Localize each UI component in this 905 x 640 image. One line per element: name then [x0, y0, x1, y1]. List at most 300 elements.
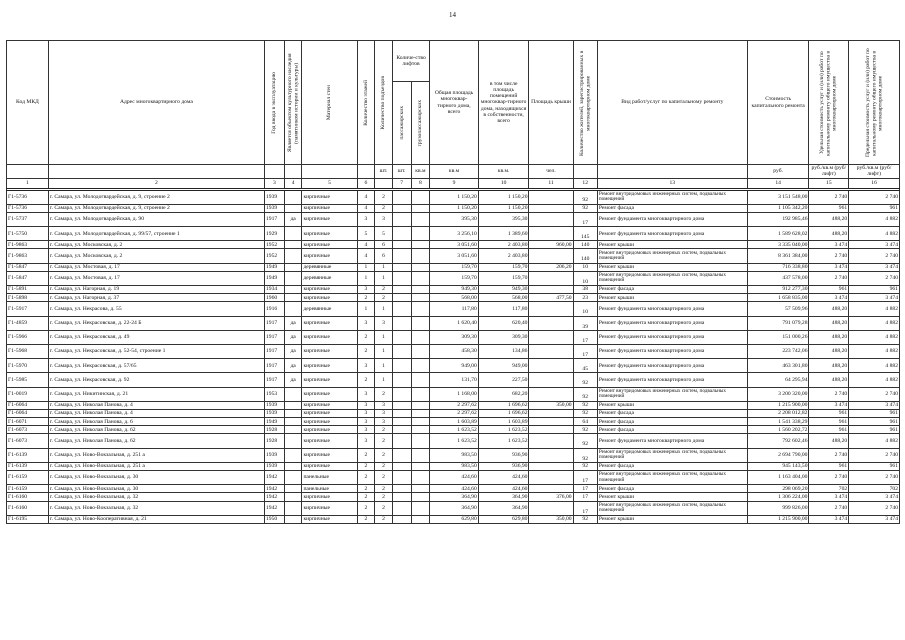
- cell-year: 1917: [264, 330, 284, 344]
- cell-owned-area: 424,60: [478, 471, 529, 485]
- cell-address: г. Самара, ул. Ново-Вокзальная, д. 32: [48, 501, 264, 515]
- cell-address: г. Самара, ул. Ново-Вокзальная, д. 30: [48, 471, 264, 485]
- cell-code: Г1-4859: [7, 316, 49, 330]
- cell-code: Г1-6064: [7, 401, 49, 409]
- cell-address: г. Самара, ул. Молодогвардейская, д. 9, строение 2: [48, 204, 264, 212]
- cell-floors: 2: [357, 373, 375, 387]
- cell-owned-area: 1 150,20: [478, 204, 529, 212]
- cell-passenger-lifts: [392, 263, 411, 271]
- cell-cost: 3 200 320,00: [747, 387, 809, 401]
- cell-roof-area: [529, 330, 573, 344]
- cell-cargo-lifts: [411, 471, 430, 485]
- cell-cargo-lifts: [411, 434, 430, 448]
- unit-cell: шт.: [375, 165, 393, 179]
- cell-residents: 17: [573, 501, 597, 515]
- column-number-row: 1 2 3 4 5 6 7 8 9 10 11 12 13 14 15 16: [7, 178, 900, 190]
- cell-cargo-lifts: [411, 409, 430, 417]
- table-row: [7, 302, 900, 316]
- cell-wall: панельные: [302, 485, 357, 493]
- cell-year: 1934: [264, 286, 284, 294]
- cell-roof-area: [529, 316, 573, 330]
- cell-unit-cost: 961: [809, 204, 849, 212]
- cell-limit-cost: 961: [849, 286, 900, 294]
- table-row: [7, 227, 900, 241]
- table-row: [7, 204, 900, 212]
- cell-roof-area: [529, 434, 573, 448]
- cell-heritage: [284, 249, 302, 263]
- header-address: Адрес многоквартирного дома: [48, 41, 264, 165]
- cell-heritage: да: [284, 373, 302, 387]
- cell-wall: деревянные: [302, 271, 357, 285]
- cell-floors: 3: [357, 426, 375, 434]
- cell-total-area: 159,70: [430, 263, 479, 271]
- cell-address: г. Самара, ул. Некрасовская, д. 22-24 Б: [48, 316, 264, 330]
- page-number: 14: [449, 11, 456, 19]
- cell-cost: 792 602,46: [747, 434, 809, 448]
- table-row: [7, 409, 900, 417]
- cell-work-type: Ремонт внутридомовых инженерных систем, подвальных помещений: [597, 448, 747, 462]
- header-roof-area: Площадь крыши: [529, 41, 573, 165]
- cell-residents: 92: [573, 448, 597, 462]
- cell-passenger-lifts: [392, 330, 411, 344]
- cell-code: Г1-6160: [7, 493, 49, 501]
- cell-total-area: 117,80: [430, 302, 479, 316]
- cell-code: Г1-6064: [7, 409, 49, 417]
- cell-cargo-lifts: [411, 294, 430, 302]
- cell-total-area: 568,00: [430, 294, 479, 302]
- cell-cost: 463 301,80: [747, 359, 809, 373]
- cell-heritage: [284, 387, 302, 401]
- cell-limit-cost: 3 474: [849, 241, 900, 249]
- cell-year: 1917: [264, 316, 284, 330]
- cell-entrances: 2: [375, 471, 393, 485]
- cell-work-type: Ремонт фундамента многоквартирного дома: [597, 434, 747, 448]
- cell-total-area: 3 051,60: [430, 241, 479, 249]
- cell-floors: 3: [357, 212, 375, 226]
- cell-cost: 437 578,00: [747, 271, 809, 285]
- cell-floors: 1: [357, 263, 375, 271]
- cell-address: г. Самара, ул. Некрасова, д. 55: [48, 302, 264, 316]
- cell-owned-area: 1 696,62: [478, 409, 529, 417]
- cell-limit-cost: 2 740: [849, 448, 900, 462]
- cell-wall: кирпичные: [302, 249, 357, 263]
- cell-address: г. Самара, ул. Николая Панова, д. 6: [48, 418, 264, 426]
- cell-work-type: Ремонт фундамента многоквартирного дома: [597, 330, 747, 344]
- cell-work-type: Ремонт фундамента многоквартирного дома: [597, 373, 747, 387]
- cell-cost: 192 985,46: [747, 212, 809, 226]
- header-code: Код МКД: [7, 41, 49, 165]
- cell-cargo-lifts: [411, 448, 430, 462]
- cell-unit-cost: 3 474: [809, 493, 849, 501]
- cell-limit-cost: 2 740: [849, 190, 900, 204]
- cell-passenger-lifts: [392, 471, 411, 485]
- cell-address: г. Самара, ул. Мостовая, д. 17: [48, 271, 264, 285]
- cell-work-type: Ремонт крыши: [597, 263, 747, 271]
- cell-residents: 92: [573, 434, 597, 448]
- cell-unit-cost: 3 474: [809, 263, 849, 271]
- cell-owned-area: 936,90: [478, 448, 529, 462]
- cell-address: г. Самара, ул. Молодогвардейская, д. 9, строение 2: [48, 190, 264, 204]
- cell-residents: 92: [573, 515, 597, 523]
- cell-total-area: 364,90: [430, 501, 479, 515]
- cell-total-area: 1 620,40: [430, 316, 479, 330]
- cell-limit-cost: 3 474: [849, 515, 900, 523]
- cell-owned-area: 1 389,60: [478, 227, 529, 241]
- cell-unit-cost: 961: [809, 426, 849, 434]
- cell-owned-area: 1 623,52: [478, 434, 529, 448]
- cell-total-area: 309,30: [430, 330, 479, 344]
- cell-roof-area: [529, 249, 573, 263]
- cell-entrances: 2: [375, 387, 393, 401]
- cell-owned-area: 364,90: [478, 501, 529, 515]
- cell-limit-cost: 2 740: [849, 471, 900, 485]
- cell-entrances: 1: [375, 263, 393, 271]
- cell-cargo-lifts: [411, 227, 430, 241]
- cell-cost: 1 105 342,20: [747, 204, 809, 212]
- cell-heritage: [284, 501, 302, 515]
- cell-cost: 223 742,06: [747, 344, 809, 358]
- cell-owned-area: 1 603,89: [478, 418, 529, 426]
- unit-cell: кв.м.: [478, 165, 529, 179]
- header-cargo-lifts: грузопассажирских: [417, 99, 424, 147]
- cell-entrances: 3: [375, 401, 393, 409]
- cell-wall: кирпичные: [302, 418, 357, 426]
- cell-work-type: Ремонт фундамента многоквартирного дома: [597, 227, 747, 241]
- cell-work-type: Ремонт внутридомовых инженерных систем, подвальных помещений: [597, 471, 747, 485]
- cell-address: г. Самара, ул. Никитинская, д. 21: [48, 387, 264, 401]
- cell-cost: 999 826,00: [747, 501, 809, 515]
- cell-floors: 5: [357, 227, 375, 241]
- cell-residents: 92: [573, 373, 597, 387]
- cell-floors: 3: [357, 434, 375, 448]
- cell-entrances: 1: [375, 330, 393, 344]
- cell-cargo-lifts: [411, 286, 430, 294]
- cell-entrances: 3: [375, 316, 393, 330]
- cell-roof-area: [529, 418, 573, 426]
- cell-heritage: [284, 271, 302, 285]
- cell-floors: 3: [357, 359, 375, 373]
- cell-passenger-lifts: [392, 212, 411, 226]
- cell-work-type: Ремонт крыши: [597, 294, 747, 302]
- cell-total-area: 949,00: [430, 359, 479, 373]
- cell-unit-cost: 488,20: [809, 227, 849, 241]
- cell-work-type: Ремонт фасада: [597, 409, 747, 417]
- cell-total-area: 3 256,10: [430, 227, 479, 241]
- cell-unit-cost: 3 474: [809, 515, 849, 523]
- table-row: [7, 462, 900, 470]
- cell-floors: 4: [357, 249, 375, 263]
- cell-passenger-lifts: [392, 493, 411, 501]
- cell-cargo-lifts: [411, 212, 430, 226]
- cell-code: Г1-5736: [7, 190, 49, 204]
- cell-year: 1949: [264, 418, 284, 426]
- cell-code: Г1-5917: [7, 302, 49, 316]
- cell-roof-area: [529, 190, 573, 204]
- cell-total-area: 424,60: [430, 485, 479, 493]
- unit-cell: руб./кв.м (руб/лифт): [849, 165, 900, 179]
- cell-wall: кирпичные: [302, 448, 357, 462]
- header-heritage: Является объектом культурного наследия (памятником истории и культуры): [286, 53, 300, 152]
- cell-cargo-lifts: [411, 263, 430, 271]
- cell-floors: 2: [357, 471, 375, 485]
- cell-roof-area: [529, 387, 573, 401]
- table-body: [7, 190, 900, 523]
- cell-heritage: да: [284, 344, 302, 358]
- cell-unit-cost: 488,20: [809, 330, 849, 344]
- cell-limit-cost: 2 740: [849, 271, 900, 285]
- table-row: [7, 373, 900, 387]
- cell-code: Г1-0019: [7, 387, 49, 401]
- table-row: [7, 316, 900, 330]
- cell-floors: 2: [357, 330, 375, 344]
- cell-cargo-lifts: [411, 359, 430, 373]
- cell-cost: 64 295,94: [747, 373, 809, 387]
- cell-unit-cost: 2 740: [809, 271, 849, 285]
- table-row: [7, 485, 900, 493]
- cell-heritage: да: [284, 212, 302, 226]
- cell-limit-cost: 4 882: [849, 330, 900, 344]
- cell-wall: кирпичные: [302, 316, 357, 330]
- cell-floors: 3: [357, 286, 375, 294]
- cell-owned-area: 682,20: [478, 387, 529, 401]
- cell-address: г. Самара, ул. Николая Панова, д. 62: [48, 434, 264, 448]
- cell-heritage: [284, 434, 302, 448]
- cell-total-area: 1 623,52: [430, 434, 479, 448]
- cell-owned-area: 568,00: [478, 294, 529, 302]
- cell-work-type: Ремонт крыши: [597, 515, 747, 523]
- cell-work-type: Ремонт крыши: [597, 241, 747, 249]
- cell-heritage: да: [284, 359, 302, 373]
- cell-heritage: [284, 409, 302, 417]
- cell-residents: 45: [573, 359, 597, 373]
- cell-cargo-lifts: [411, 515, 430, 523]
- cell-passenger-lifts: [392, 190, 411, 204]
- table-row: [7, 190, 900, 204]
- cell-work-type: Ремонт фундамента многоквартирного дома: [597, 212, 747, 226]
- cell-wall: кирпичные: [302, 515, 357, 523]
- cell-roof-area: 960,00: [529, 241, 573, 249]
- cell-unit-cost: 488,20: [809, 212, 849, 226]
- cell-floors: 1: [357, 271, 375, 285]
- table-row: [7, 294, 900, 302]
- cell-heritage: [284, 241, 302, 249]
- cell-roof-area: [529, 448, 573, 462]
- cell-work-type: Ремонт фасада: [597, 462, 747, 470]
- cell-passenger-lifts: [392, 401, 411, 409]
- cell-heritage: [284, 263, 302, 271]
- cell-entrances: 3: [375, 418, 393, 426]
- cell-unit-cost: 488,20: [809, 316, 849, 330]
- cell-year: 1917: [264, 344, 284, 358]
- cell-passenger-lifts: [392, 271, 411, 285]
- cell-roof-area: [529, 501, 573, 515]
- cell-residents: 92: [573, 426, 597, 434]
- cell-unit-cost: 488,20: [809, 344, 849, 358]
- cell-residents: 92: [573, 387, 597, 401]
- cell-total-area: 629,80: [430, 515, 479, 523]
- cell-residents: 10: [573, 263, 597, 271]
- cell-limit-cost: 4 882: [849, 373, 900, 387]
- unit-cell: руб./кв.м (руб/лифт): [809, 165, 849, 179]
- cell-residents: 17: [573, 485, 597, 493]
- header-total-area: Общая площадь многоквар-тирного дома, всего: [430, 41, 479, 165]
- table-row: [7, 359, 900, 373]
- cell-entrances: 1: [375, 344, 393, 358]
- cell-cost: 1 215 900,00: [747, 515, 809, 523]
- cell-residents: 17: [573, 212, 597, 226]
- cell-residents: 39: [573, 316, 597, 330]
- cell-owned-area: 134,86: [478, 344, 529, 358]
- capital-repair-table: [6, 40, 900, 524]
- cell-total-area: 1 150,20: [430, 204, 479, 212]
- cell-code: Г1-5966: [7, 330, 49, 344]
- cell-work-type: Ремонт фундамента многоквартирного дома: [597, 302, 747, 316]
- units-row: [7, 165, 900, 179]
- cell-floors: 3: [357, 409, 375, 417]
- cell-entrances: 1: [375, 302, 393, 316]
- cell-wall: кирпичные: [302, 493, 357, 501]
- cell-residents: 145: [573, 227, 597, 241]
- cell-year: 1917: [264, 212, 284, 226]
- cell-passenger-lifts: [392, 434, 411, 448]
- cell-total-area: 2 297,62: [430, 401, 479, 409]
- cell-floors: 3: [357, 418, 375, 426]
- table-row: [7, 401, 900, 409]
- cell-passenger-lifts: [392, 448, 411, 462]
- cell-heritage: [284, 493, 302, 501]
- cell-passenger-lifts: [392, 294, 411, 302]
- cell-work-type: Ремонт фасада: [597, 485, 747, 493]
- cell-owned-area: 364,90: [478, 493, 529, 501]
- cell-wall: кирпичные: [302, 294, 357, 302]
- cell-roof-area: [529, 409, 573, 417]
- cell-total-area: 458,30: [430, 344, 479, 358]
- cell-wall: кирпичные: [302, 434, 357, 448]
- cell-unit-cost: 961: [809, 286, 849, 294]
- cell-address: г. Самара, ул. Нагорная, д. 19: [48, 286, 264, 294]
- cell-heritage: [284, 485, 302, 493]
- cell-year: 1939: [264, 401, 284, 409]
- cell-limit-cost: 2 740: [849, 387, 900, 401]
- cell-year: 1952: [264, 249, 284, 263]
- cell-limit-cost: 961: [849, 409, 900, 417]
- cell-cost: 1 306 224,00: [747, 493, 809, 501]
- cell-total-area: 949,30: [430, 286, 479, 294]
- cell-cost: 791 079,28: [747, 316, 809, 330]
- cell-owned-area: 2 403,80: [478, 241, 529, 249]
- cell-passenger-lifts: [392, 501, 411, 515]
- cell-entrances: 1: [375, 373, 393, 387]
- header-year: Год ввода в эксплуатацию: [271, 71, 278, 134]
- cell-address: г. Самара, ул. Некрасовская, д. 49: [48, 330, 264, 344]
- cell-cost: 716 338,80: [747, 263, 809, 271]
- cell-unit-cost: 488,20: [809, 302, 849, 316]
- cell-address: г. Самара, ул. Московская, д. 2: [48, 249, 264, 263]
- cell-passenger-lifts: [392, 515, 411, 523]
- cell-cost: 2 694 790,00: [747, 448, 809, 462]
- cell-total-area: 983,50: [430, 462, 479, 470]
- cell-passenger-lifts: [392, 344, 411, 358]
- cell-year: 1929: [264, 227, 284, 241]
- cell-limit-cost: 2 740: [849, 501, 900, 515]
- cell-total-area: 1 150,20: [430, 190, 479, 204]
- cell-roof-area: 350,00: [529, 401, 573, 409]
- cell-total-area: 364,90: [430, 493, 479, 501]
- header-wall-material: Материал стен: [326, 84, 333, 121]
- cell-address: г. Самара, ул. Николая Панова, д. 62: [48, 426, 264, 434]
- unit-cell: чел.: [529, 165, 573, 179]
- cell-address: г. Самара, ул. Некрасовская, д. 57/65: [48, 359, 264, 373]
- table-row: [7, 330, 900, 344]
- cell-unit-cost: 488,20: [809, 434, 849, 448]
- cell-passenger-lifts: [392, 485, 411, 493]
- cell-year: 1917: [264, 359, 284, 373]
- cell-cargo-lifts: [411, 426, 430, 434]
- cell-cargo-lifts: [411, 302, 430, 316]
- cell-roof-area: [529, 286, 573, 294]
- cell-wall: деревянные: [302, 263, 357, 271]
- cell-total-area: 424,60: [430, 471, 479, 485]
- cell-cost: 1 560 202,72: [747, 426, 809, 434]
- cell-owned-area: 395,30: [478, 212, 529, 226]
- cell-heritage: [284, 462, 302, 470]
- cell-cost: 8 361 384,00: [747, 249, 809, 263]
- cell-cost: 1 589 628,02: [747, 227, 809, 241]
- cell-heritage: да: [284, 316, 302, 330]
- cell-wall: кирпичные: [302, 359, 357, 373]
- cell-cargo-lifts: [411, 373, 430, 387]
- cell-residents: 23: [573, 294, 597, 302]
- cell-address: г. Самара, ул. Ново-Вокзальная, д. 32: [48, 493, 264, 501]
- cell-code: Г1-5968: [7, 344, 49, 358]
- cell-year: 1939: [264, 190, 284, 204]
- cell-code: Г1-6159: [7, 471, 49, 485]
- cell-entrances: 2: [375, 190, 393, 204]
- cell-residents: 92: [573, 190, 597, 204]
- cell-heritage: [284, 448, 302, 462]
- cell-cargo-lifts: [411, 316, 430, 330]
- cell-floors: 2: [357, 448, 375, 462]
- cell-wall: кирпичные: [302, 190, 357, 204]
- cell-year: 1942: [264, 471, 284, 485]
- cell-heritage: [284, 294, 302, 302]
- cell-floors: 2: [357, 344, 375, 358]
- cell-cost: 1 541 338,29: [747, 418, 809, 426]
- cell-limit-cost: 961: [849, 418, 900, 426]
- cell-total-area: 1 623,52: [430, 426, 479, 434]
- cell-entrances: 1: [375, 271, 393, 285]
- cell-limit-cost: 4 882: [849, 359, 900, 373]
- cell-heritage: [284, 190, 302, 204]
- cell-cargo-lifts: [411, 204, 430, 212]
- cell-floors: 4: [357, 204, 375, 212]
- cell-limit-cost: 4 882: [849, 434, 900, 448]
- cell-wall: кирпичные: [302, 387, 357, 401]
- cell-total-area: 1 168,00: [430, 387, 479, 401]
- cell-entrances: 2: [375, 515, 393, 523]
- cell-unit-cost: 488,20: [809, 359, 849, 373]
- cell-year: 1939: [264, 448, 284, 462]
- cell-cargo-lifts: [411, 190, 430, 204]
- cell-year: 1928: [264, 426, 284, 434]
- cell-heritage: [284, 426, 302, 434]
- cell-limit-cost: 3 474: [849, 493, 900, 501]
- cell-year: 1952: [264, 241, 284, 249]
- cell-roof-area: [529, 462, 573, 470]
- cell-passenger-lifts: [392, 316, 411, 330]
- cell-residents: 92: [573, 401, 597, 409]
- table-row: [7, 344, 900, 358]
